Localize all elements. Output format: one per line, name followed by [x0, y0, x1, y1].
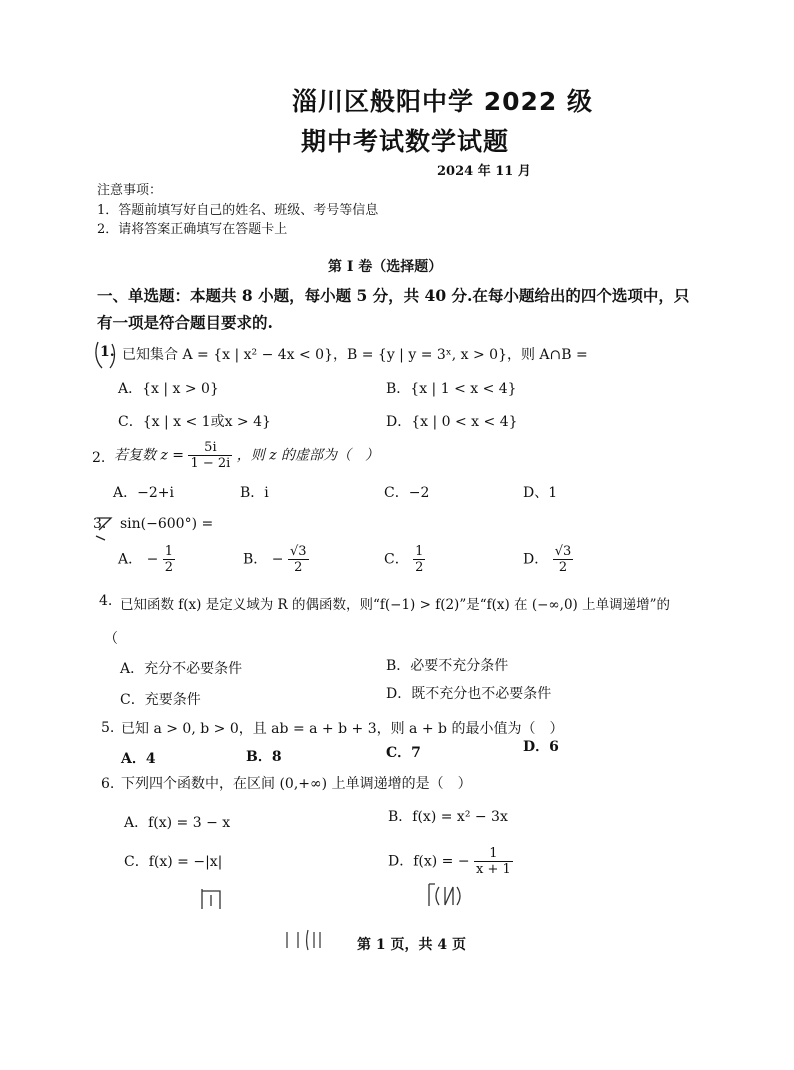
option-c — [384, 544, 425, 575]
option-c: C．f(x) = −|x| — [124, 854, 223, 870]
note-item: 2．请将答案正确填写在答题卡上 — [97, 222, 288, 237]
fraction-denominator: 2 — [164, 560, 174, 575]
option-c: C．−2 — [384, 485, 430, 501]
option-a: A．f(x) = 3 − x — [124, 815, 231, 831]
fraction — [553, 544, 574, 575]
fraction-denominator: x + 1 — [476, 862, 511, 877]
stem-prefix: 若复数 z = — [114, 447, 185, 464]
option-c: C．{x | x < 1或x > 4} — [118, 414, 271, 430]
fraction-numerator: 1 — [164, 544, 174, 559]
page-footer: 第 1 页，共 4 页 — [357, 937, 466, 953]
option-letter: D． — [523, 551, 549, 568]
handwriting-mark-right — [425, 881, 465, 909]
option-a — [118, 544, 175, 575]
fraction — [413, 544, 425, 575]
notes-heading: 注意事项： — [97, 183, 163, 198]
pen-mark-q3 — [93, 512, 115, 544]
option-d — [523, 544, 573, 575]
option-a: A．充分不必要条件 — [120, 661, 243, 677]
option-b: B．i — [240, 485, 269, 501]
fraction — [163, 544, 175, 575]
fraction-denominator: 2 — [558, 560, 568, 575]
school-title: 淄川区般阳中学 2022 级 — [292, 87, 593, 116]
option-d: D．既不充分也不必要条件 — [386, 686, 552, 702]
exam-title: 期中考试数学试题 — [301, 127, 510, 156]
fraction — [288, 544, 309, 575]
fraction-denominator: 1 − 2i — [190, 456, 231, 471]
option-d — [388, 846, 513, 877]
instructions-line-2: 有一项是符合题目要求的. — [97, 313, 273, 332]
option-letter: C． — [384, 551, 409, 568]
option-b: B．{x | 1 < x < 4} — [386, 381, 517, 397]
fraction-numerator: 5i — [188, 440, 232, 456]
handwriting-mark-left — [198, 886, 226, 912]
option-sign: − — [271, 551, 284, 568]
exam-date: 2024 年 11 月 — [437, 164, 531, 179]
option-sign: − — [146, 551, 159, 568]
handwriting-mark-footer — [284, 928, 324, 952]
pen-mark-q1 — [92, 338, 122, 372]
option-b: B．必要不充分条件 — [386, 658, 509, 674]
option-letter: B． — [243, 551, 268, 568]
stem-suffix: ，则 z 的虚部为（ ） — [236, 447, 380, 464]
question-number: 3. — [93, 516, 107, 532]
question-stem: 已知函数 f(x) 是定义域为 R 的偶函数，则“f(−1) > f(2)”是“f(x) 在 (−∞,0) 上单调递增”的 — [120, 597, 671, 613]
option-b: B．f(x) = x² − 3x — [388, 809, 508, 825]
option-b — [243, 544, 309, 575]
question-stem: 已知集合 A = {x | x² − 4x < 0}，B = {y | y = 3ˣ, x > 0}，则 A∩B = — [122, 347, 588, 363]
question-stem: 下列四个函数中，在区间 (0,+∞) 上单调递增的是（ ） — [121, 776, 472, 792]
option-a: A．4 — [121, 751, 156, 767]
fraction-numerator: 1 — [474, 846, 513, 862]
volume-title: 第 I 卷（选择题） — [328, 259, 443, 275]
option-b: B．8 — [246, 749, 282, 765]
question-number: 1. — [100, 344, 115, 360]
option-letter: A． — [118, 551, 143, 568]
question-number: 2. — [92, 450, 106, 466]
option-d-text: D．f(x) = − — [388, 853, 470, 870]
option-c: C．7 — [386, 745, 421, 761]
fraction-numerator: √3 — [289, 544, 307, 559]
question-stem: 已知 a > 0, b > 0，且 ab = a + b + 3，则 a + b 的最小值为（ ） — [121, 721, 564, 737]
fraction-denominator: 2 — [294, 560, 303, 575]
instructions-line-1: 一、单选题：本题共 8 小题，每小题 5 分，共 40 分.在每小题给出的四个选项中，只 — [97, 286, 690, 305]
note-item: 1．答题前填写好自己的姓名、班级、考号等信息 — [97, 203, 379, 218]
option-a: A．−2+i — [113, 485, 174, 501]
question-stem — [114, 440, 379, 471]
option-a: A．{x | x > 0} — [118, 381, 219, 397]
question-stem-tail: （ — [104, 631, 118, 647]
option-d: D．{x | 0 < x < 4} — [386, 414, 518, 430]
question-stem: sin(−600°) = — [120, 516, 214, 532]
question-number: 6. — [101, 776, 115, 792]
fraction-denominator: 2 — [415, 560, 424, 575]
option-c: C．充要条件 — [120, 692, 201, 708]
option-d: D、1 — [523, 485, 558, 501]
fraction-numerator: 1 — [415, 544, 424, 559]
question-number: 4. — [99, 593, 113, 609]
question-number: 5. — [101, 720, 115, 736]
option-d: D．6 — [523, 739, 559, 755]
fraction — [188, 440, 232, 471]
fraction — [474, 846, 513, 877]
fraction-numerator: √3 — [554, 544, 572, 559]
